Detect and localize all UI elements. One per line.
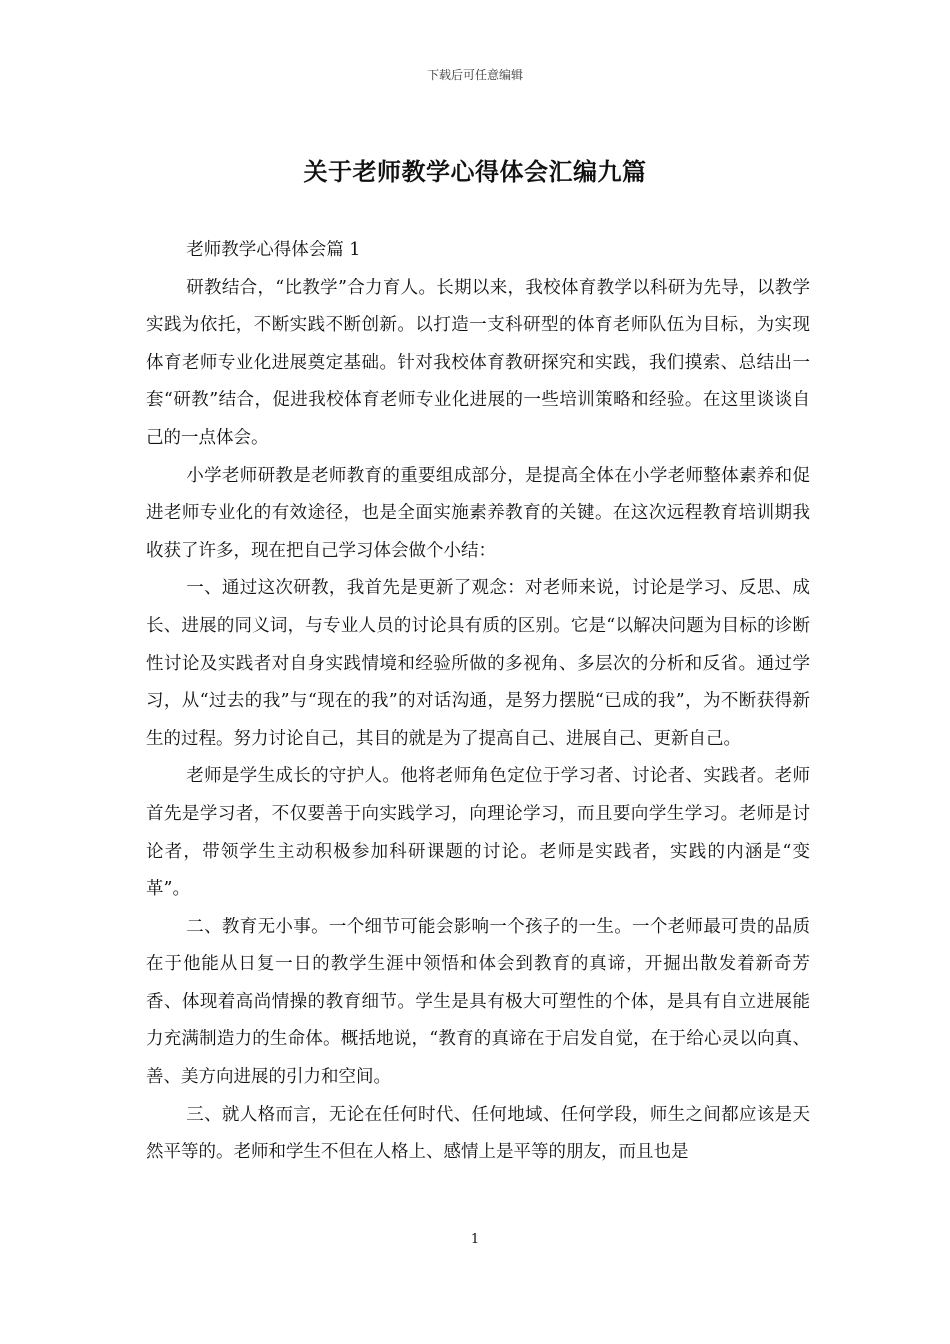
section-heading: 老师教学心得体会篇 1 — [186, 240, 361, 260]
paragraph: 老师是学生成长的守护人。他将老师角色定位于学习者、讨论者、实践者。老师首先是学习者，不仅要善于向实践学习，向理论学习，而且要向学生学习。老师是讨论者，带领学生主动积极参加科研课题的讨论。老师是实践者，实践的内涵是“变革”。 — [146, 766, 810, 900]
document-title: 关于老师教学心得体会汇编九篇 — [303, 157, 647, 186]
paragraph: 小学老师研教是老师教育的重要组成部分，是提高全体在小学老师整体素养和促进老师专业化的有效途径，也是全面实施素养教育的关键。在这次远程教育培训期我收获了许多，现在把自己学习体会做个小结： — [146, 465, 810, 561]
paragraph: 研教结合，“比教学”合力育人。长期以来，我校体育教学以科研为先导，以教学实践为依托，不断实践不断创新。以打造一支科研型的体育老师队伍为目标，为实现体育老师专业化进展奠定基础。针对我校体育教研探究和实践，我们摸索、总结出一套“研教”结合，促进我校体育老师专业化进展的一些培训策略和经验。在这里谈谈自己的一点体会。 — [146, 277, 810, 448]
paragraph: 二、教育无小事。一个细节可能会影响一个孩子的一生。一个老师最可贵的品质在于他能从日复一日的教学生涯中领悟和体会到教育的真谛，开掘出散发着新奇芳香、体现着高尚情操的教育细节。学生是具有极大可塑性的个体，是具有自立进展能力充满制造力的生命体。概括地说，“教育的真谛在于启发自觉，在于给心灵以向真、善、美方向进展的引力和空间。 — [146, 916, 810, 1088]
paragraph: 一、通过这次研教，我首先是更新了观念：对老师来说，讨论是学习、反思、成长、进展的同义词，与专业人员的讨论具有质的区别。它是“以解决问题为目标的诊断性讨论及实践者对自身实践情境和经验所做的多视角、多层次的分析和反省。通过学习，从“过去的我”与“现在的我”的对话沟通，是努力摆脱“已成的我”，为不断获得新生的过程。努力讨论自己，其目的就是为了提高自己、进展自己、更新自己。 — [146, 578, 810, 749]
paragraph: 三、就人格而言，无论在任何时代、任何地域、任何学段，师生之间都应该是天然平等的。老师和学生不但在人格上、感情上是平等的朋友，而且也是 — [146, 1104, 810, 1163]
document-body — [146, 232, 810, 1172]
page-number: 1 — [470, 1232, 480, 1247]
header-note: 下载后可任意编辑 — [426, 68, 523, 82]
